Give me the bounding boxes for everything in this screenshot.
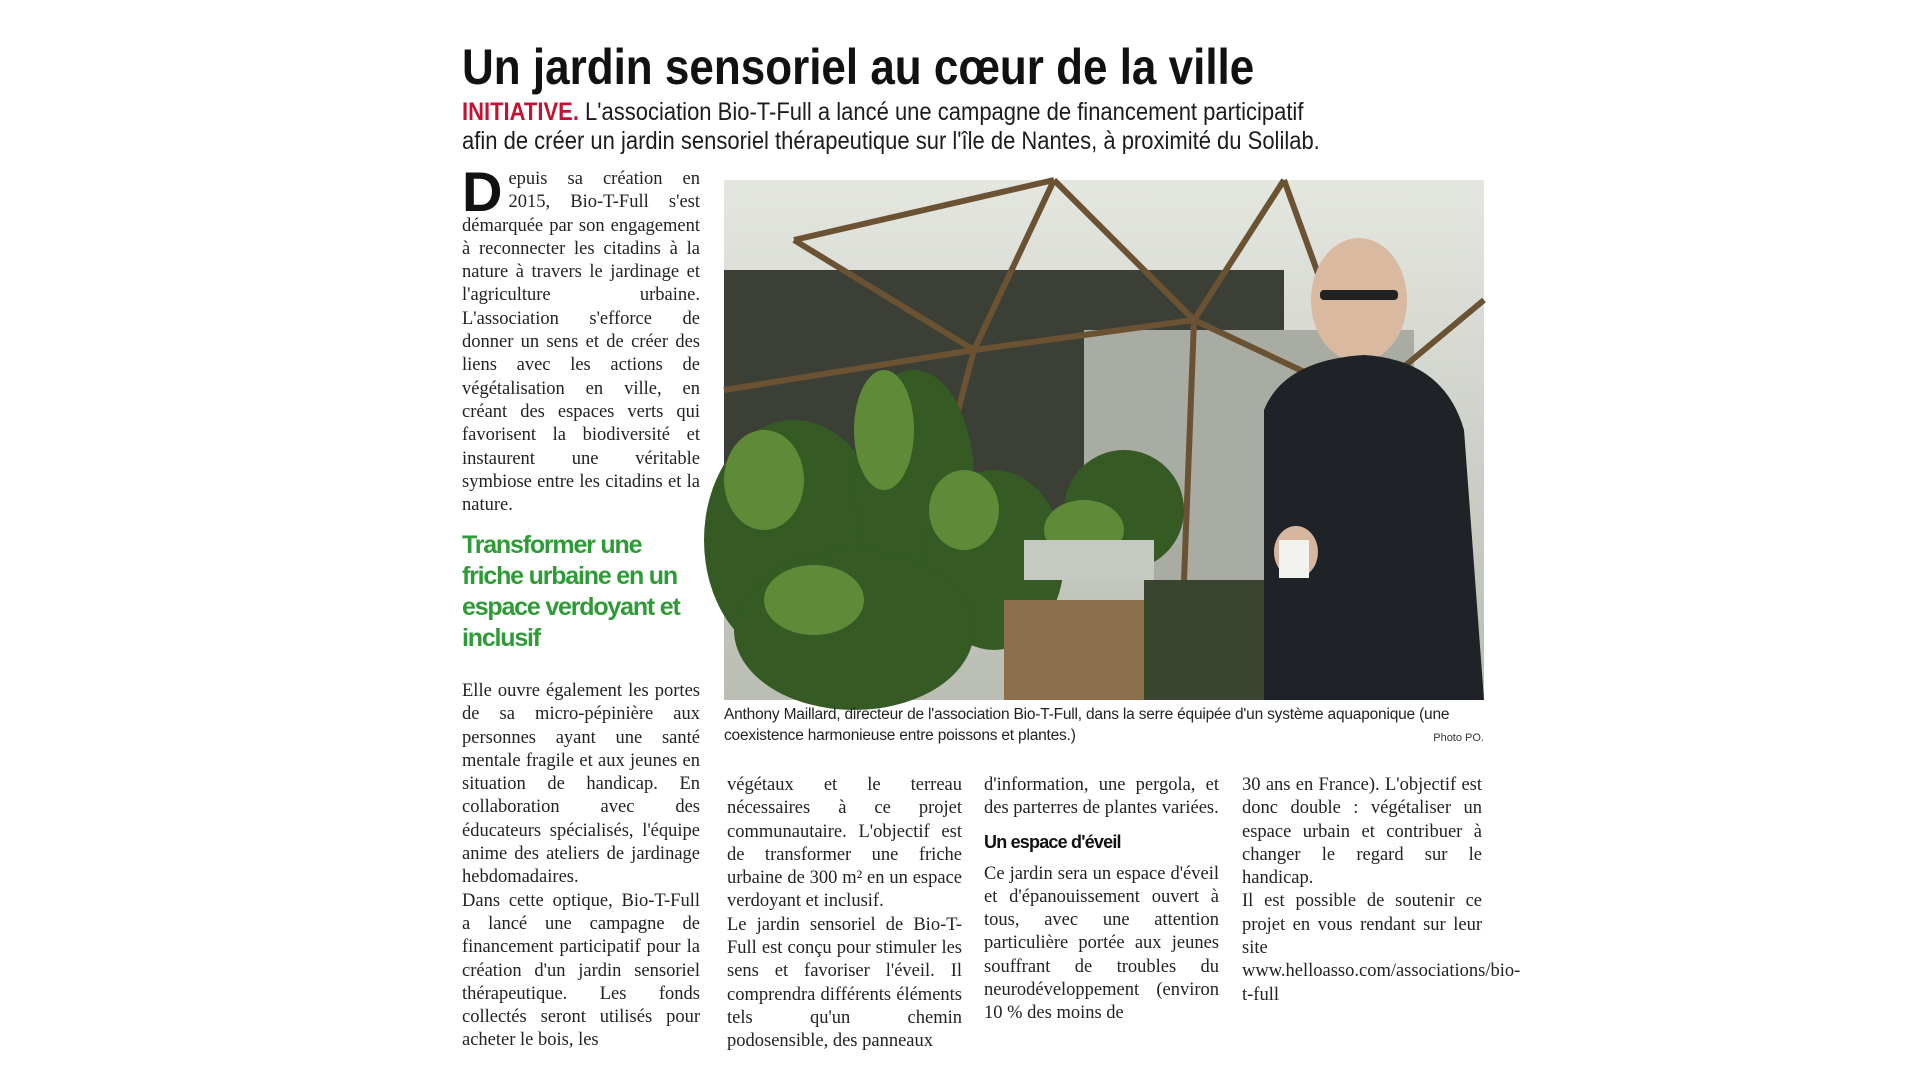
intro-text: epuis sa création en 2015, Bio-T-Full s'est démarquée par son engagement à reconnecter les citadins à la nature à travers le jardinage et l'agriculture urbaine. L'association s'efforce de donner un sens et de créer des liens avec les actions de végétalisation en ville, en créant des espaces verts qui favorisent la biodiversité et instaurent une véritable symbiose entre les citadins et la nature.: [462, 169, 700, 516]
kicker-label: INITIATIVE.: [462, 98, 579, 126]
article-title: Un jardin sensoriel au cœur de la ville: [462, 39, 1255, 95]
photo-caption: Anthony Maillard, directeur de l'association Bio-T-Full, dans la serre équipée d'un système aquaponique (une coexistence harmonieuse entre poissons et plantes.): [724, 706, 1450, 744]
paragraph: Il est possible de soutenir ce projet en vous rendant sur leur site www.helloasso.com/associations/bio-t-full: [1242, 891, 1521, 1005]
column-3: [984, 774, 1219, 1056]
paragraph: d'information, une pergola, et des parterres de plantes variées.: [984, 775, 1219, 819]
photo-illustration: [724, 180, 1484, 700]
paragraph: Le jardin sensoriel de Bio-T-Full est conçu pour stimuler les sens et favoriser l'éveil. Il comprendra différents éléments tels qu'un chemin podosensible, des panneaux: [727, 914, 962, 1052]
article-standfirst: [462, 98, 1342, 156]
column-4: [1242, 774, 1521, 1056]
section-heading: Un espace d'éveil: [984, 831, 1121, 852]
paragraph: Dans cette optique, Bio-T-Full a lancé une campagne de financement participatif pour la création d'un jardin sensoriel thérapeutique. Les fonds collectés seront utilisés pour acheter le bois, les: [462, 890, 700, 1051]
paragraph: Elle ouvre également les portes de sa micro-pépinière aux personnes ayant une santé mentale fragile et aux jeunes en situation de handicap. En collaboration avec des éducateurs spécialisés, l'équipe anime des ateliers de jardinage hebdomadaires.: [462, 681, 700, 888]
paragraph: 30 ans en France). L'objectif est donc double : végétaliser un espace urbain et contribuer à changer le regard sur le handicap.: [1242, 775, 1482, 889]
paragraph: végétaux et le terreau nécessaires à ce projet communautaire. L'objectif est de transformer une friche urbaine de 300 m² en un espace verdoyant et inclusif.: [727, 775, 962, 912]
intro-column: [462, 160, 700, 522]
paragraph: Ce jardin sera un espace d'éveil et d'épanouissement ouvert à tous, avec une attention particulière portée aux jeunes souffrant de troubles du neurodéveloppement (environ 10 % des moins de: [984, 863, 1219, 1024]
standfirst-text: L'association Bio-T-Full a lancé une campagne de financement participatif afin de créer un jardin sensoriel thérapeutique sur l'île de Nantes, à proximité du Solilab.: [462, 98, 1320, 155]
column-1-lower: [462, 680, 700, 1055]
drop-cap: D: [462, 160, 503, 223]
section-heading-green: Transformer une friche urbaine en un espace verdoyant et inclusif: [462, 531, 680, 652]
column-2: [727, 774, 962, 1056]
intro-paragraph: [462, 160, 700, 517]
greenhouse-photo: [724, 180, 1484, 700]
photo-credit: Photo PO.: [1433, 732, 1484, 744]
